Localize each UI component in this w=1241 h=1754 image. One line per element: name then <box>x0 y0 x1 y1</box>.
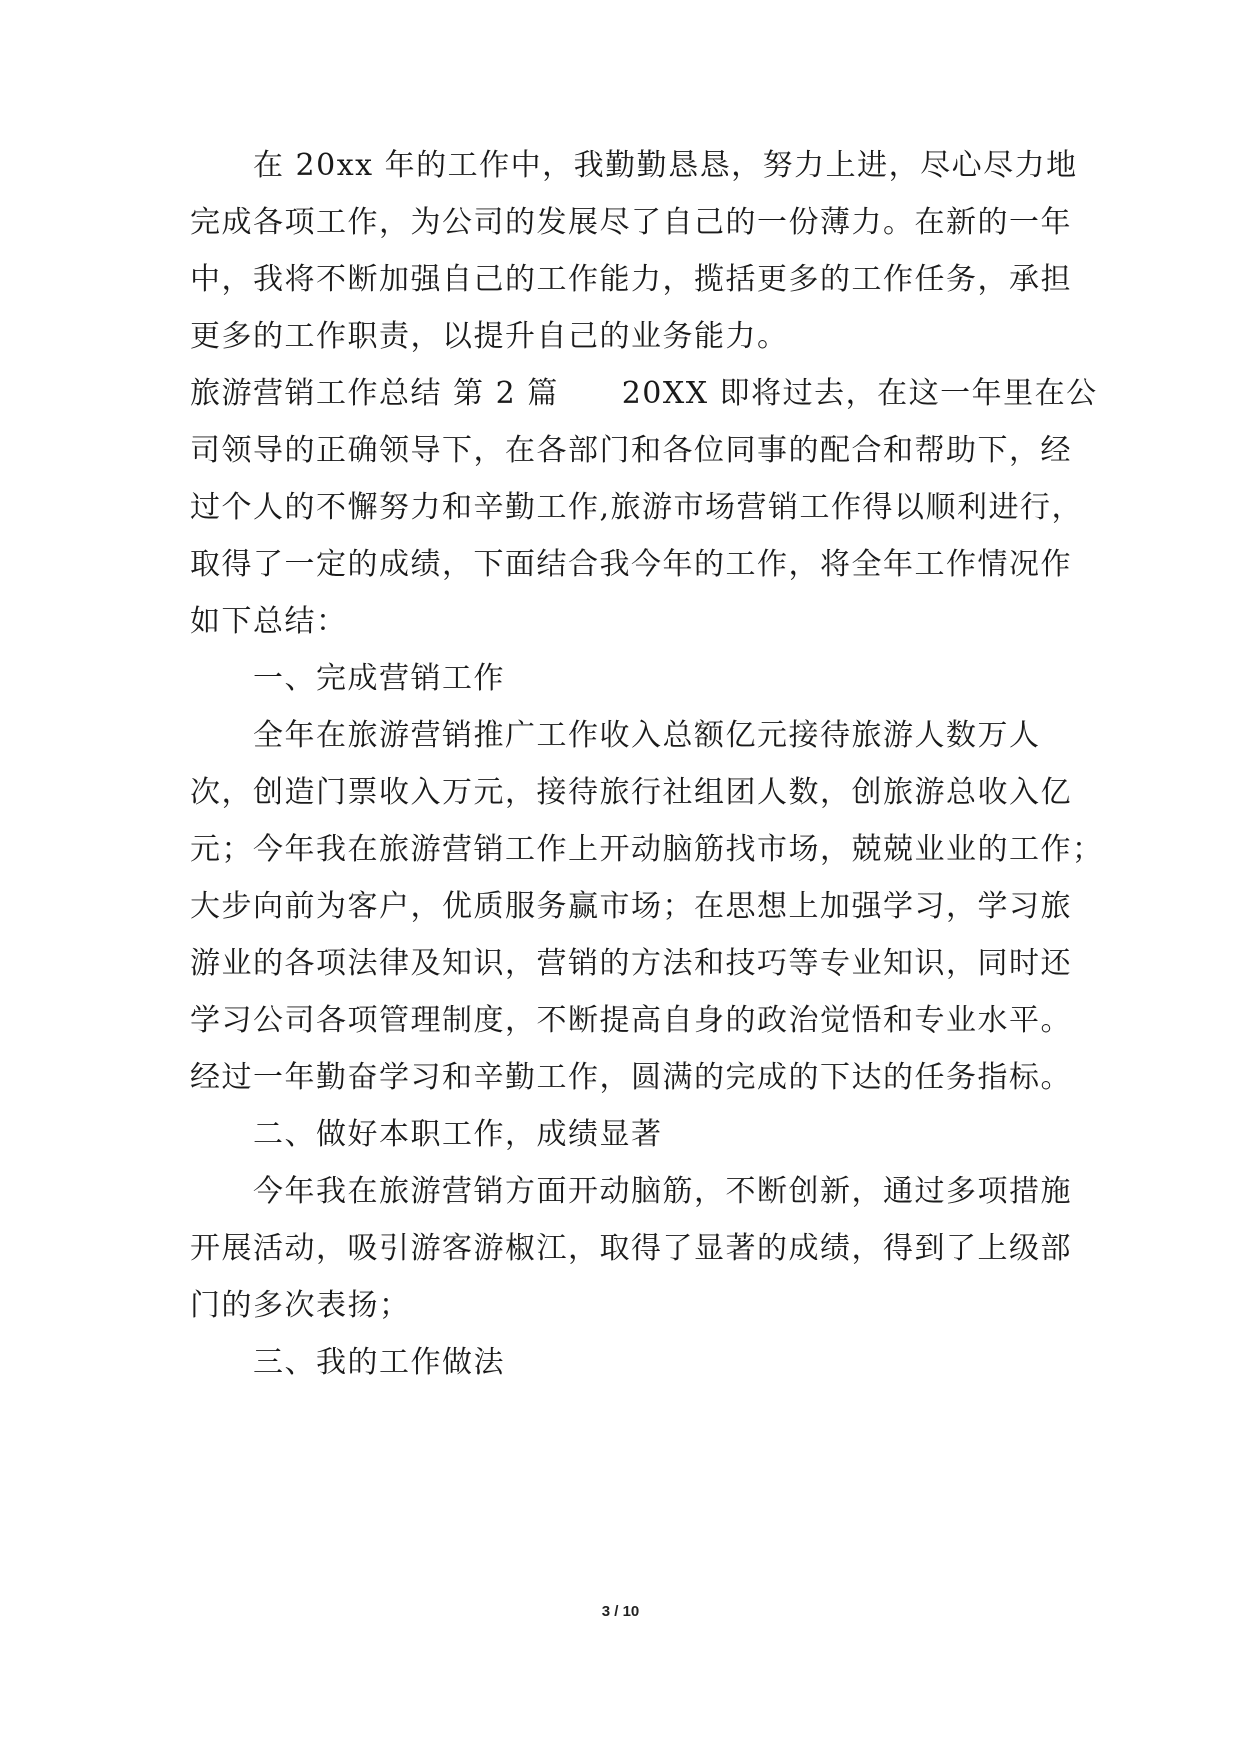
text-line: 取得了一定的成绩，下面结合我今年的工作，将全年工作情况作 <box>190 547 1072 582</box>
text-line: 游业的各项法律及知识，营销的方法和技巧等专业知识，同时还 <box>190 946 1072 981</box>
subheading-line: 一、完成营销工作 <box>190 661 505 696</box>
page-number: 3 / 10 <box>601 1603 640 1620</box>
section-heading-line: 旅游营销工作总结 第 2 篇 20XX 即将过去，在这一年里在公 <box>190 376 1098 411</box>
subheading-line: 二、做好本职工作，成绩显著 <box>190 1117 663 1152</box>
text-line: 完成各项工作，为公司的发展尽了自己的一份薄力。在新的一年 <box>190 205 1072 240</box>
text-line: 次，创造门票收入万元，接待旅行社组团人数，创旅游总收入亿 <box>190 775 1072 810</box>
text-line: 全年在旅游营销推广工作收入总额亿元接待旅游人数万人 <box>190 718 1041 753</box>
text-line: 在 20xx 年的工作中，我勤勤恳恳，努力上进，尽心尽力地 <box>190 148 1078 183</box>
text-line: 如下总结： <box>190 604 348 639</box>
text-line: 开展活动，吸引游客游椒江，取得了显著的成绩，得到了上级部 <box>190 1231 1072 1266</box>
text-line: 司领导的正确领导下，在各部门和各位同事的配合和帮助下，经 <box>190 433 1072 468</box>
text-line: 中，我将不断加强自己的工作能力，揽括更多的工作任务，承担 <box>190 262 1072 297</box>
text-line: 大步向前为客户，优质服务赢市场；在思想上加强学习，学习旅 <box>190 889 1072 924</box>
text-line: 今年我在旅游营销方面开动脑筋，不断创新，通过多项措施 <box>190 1174 1072 1209</box>
text-line: 更多的工作职责，以提升自己的业务能力。 <box>190 319 789 354</box>
text-line: 过个人的不懈努力和辛勤工作,旅游市场营销工作得以顺利进行， <box>190 490 1084 525</box>
text-line: 门的多次表扬； <box>190 1288 411 1323</box>
text-line: 学习公司各项管理制度，不断提高自身的政治觉悟和专业水平。 <box>190 1003 1072 1038</box>
text-line: 元；今年我在旅游营销工作上开动脑筋找市场，兢兢业业的工作； <box>190 832 1104 867</box>
subheading-line: 三、我的工作做法 <box>190 1345 505 1380</box>
text-line: 经过一年勤奋学习和辛勤工作，圆满的完成的下达的任务指标。 <box>190 1060 1072 1095</box>
